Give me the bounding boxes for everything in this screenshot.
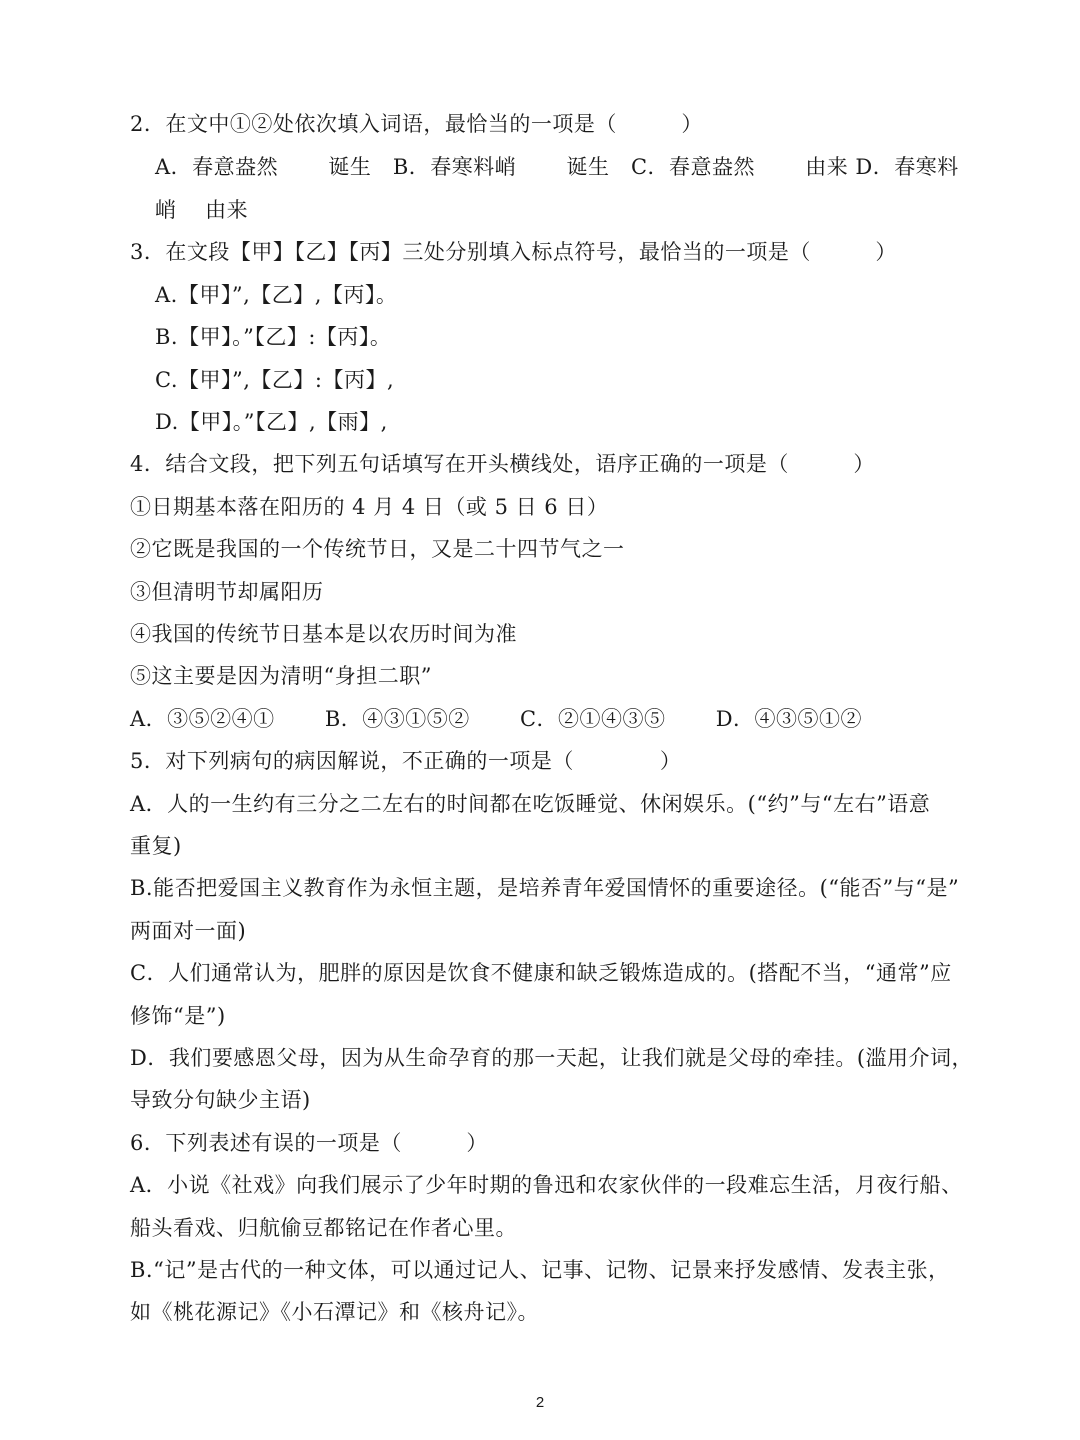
question-2-stem: 2．在文中①②处依次填入词语，最恰当的一项是（ ） (130, 112, 703, 136)
question-4-sentence-1: ①日期基本落在阳历的 4 月 4 日（或 5 日 6 日） (130, 495, 609, 519)
question-3-option-b: B.【甲】。”【乙】:【丙】。 (155, 325, 392, 349)
question-5-option-d: D．我们要感恩父母，因为从生命孕育的那一天起，让我们就是父母的牵挂。(滥用介词， (130, 1046, 974, 1070)
question-3-option-c: C.【甲】”,【乙】:【丙】, (155, 368, 395, 392)
question-6-option-b: B.“记”是古代的一种文体，可以通过记人、记事、记物、记景来抒发感情、发表主张， (130, 1258, 950, 1282)
question-4-stem: 4．结合文段，把下列五句话填写在开头横线处，语序正确的一项是（ ） (130, 452, 875, 476)
question-6-option-a-cont: 船头看戏、归航偷豆都铭记在作者心里。 (130, 1216, 517, 1240)
question-3-stem: 3．在文段【甲】【乙】【丙】三处分别填入标点符号，最恰当的一项是（ ） (130, 240, 897, 264)
question-6-option-b-cont: 如《桃花源记》《小石潭记》和《核舟记》。 (130, 1300, 539, 1324)
question-5-option-d-cont: 导致分句缺少主语) (130, 1088, 311, 1112)
question-5-option-a-cont: 重复) (130, 834, 182, 858)
question-5-option-c: C．人们通常认为，肥胖的原因是饮食不健康和缺乏锻炼造成的。(搭配不当，“通常”应 (130, 961, 952, 985)
question-6-option-a: A．小说《社戏》向我们展示了少年时期的鲁迅和农家伙伴的一段难忘生活，月夜行船、 (130, 1173, 963, 1197)
question-4-options: A．③⑤②④① B．④③①⑤② C．②①④③⑤ D．④③⑤①② (130, 707, 863, 731)
page-number: 2 (535, 1394, 545, 1411)
question-3-option-a: A.【甲】”,【乙】,【丙】。 (155, 283, 398, 307)
question-2-options: A．春意盎然 诞生 B．春寒料峭 诞生 C．春意盎然 由来 D．春寒料 (155, 155, 959, 179)
question-6-stem: 6．下列表述有误的一项是（ ） (130, 1131, 488, 1155)
question-5-option-b: B.能否把爱国主义教育作为永恒主题，是培养青年爱国情怀的重要途径。(“能否”与“是” (130, 876, 960, 900)
question-4-sentence-3: ③但清明节却属阳历 (130, 580, 324, 604)
question-4-sentence-5: ⑤这主要是因为清明“身担二职” (130, 664, 432, 688)
question-5-stem: 5．对下列病句的病因解说，不正确的一项是（ ） (130, 749, 682, 773)
question-5-option-b-cont: 两面对一面) (130, 919, 247, 943)
question-5-option-c-cont: 修饰“是”) (130, 1004, 226, 1028)
question-3-option-d: D.【甲】。”【乙】,【雨】, (155, 410, 388, 434)
question-5-option-a: A．人的一生约有三分之二左右的时间都在吃饭睡觉、休闲娱乐。(“约”与“左右”语意 (130, 792, 931, 816)
question-4-sentence-2: ②它既是我国的一个传统节日，又是二十四节气之一 (130, 537, 625, 561)
question-2-options-cont: 峭 由来 (155, 198, 249, 222)
question-4-sentence-4: ④我国的传统节日基本是以农历时间为准 (130, 622, 517, 646)
